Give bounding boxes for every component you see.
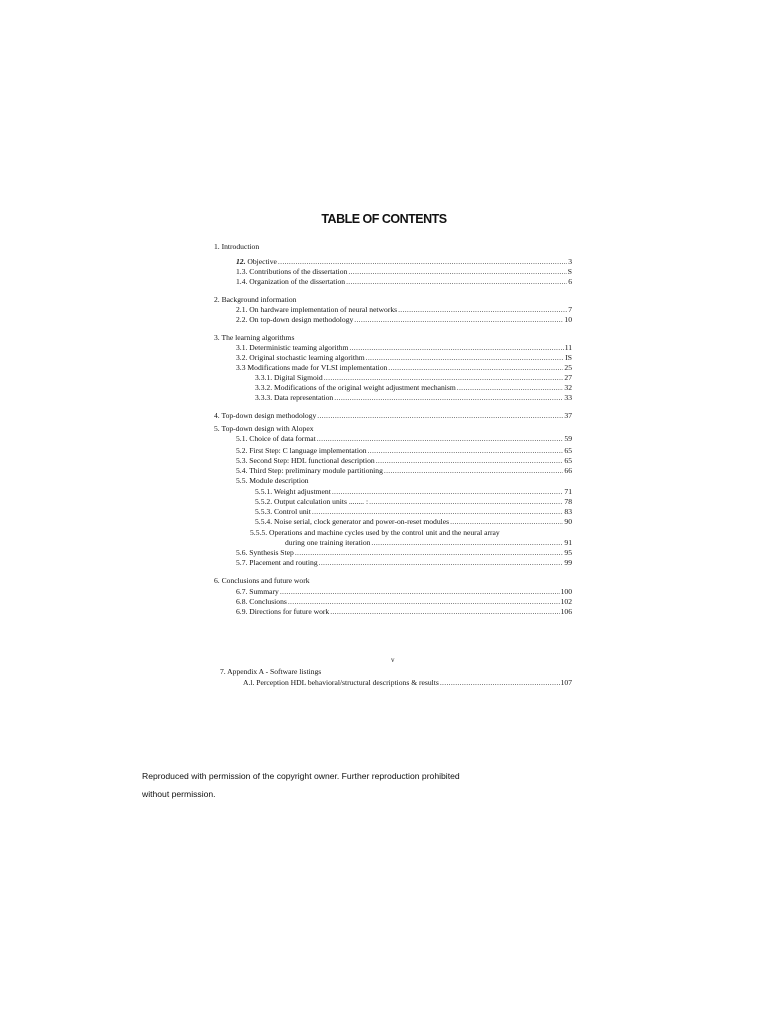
toc-entry-3-2: 3.2. Original stochastic learning algorithm ..... IS <box>236 353 572 363</box>
toc-entry-3-3-1: 3.3.1. Digital Sigmoid ..... 27 <box>255 373 572 383</box>
toc-entry-1-2: 12. Objective ..... 3 <box>236 257 572 267</box>
toc-heading-3: 3. The learning algorithms <box>214 333 295 342</box>
toc-entry-3-3-2: 3.3.2. Modifications of the original weight adjustment mechanism ..... 32 <box>255 383 572 393</box>
toc-heading-5-5: 5.5. Module description <box>236 476 309 485</box>
toc-entry-5-5-3: 5.5.3. Control unit ..... 83 <box>255 507 572 517</box>
toc-heading-1: 1. Introduction <box>214 242 260 251</box>
toc-heading-7: 7. Appendix A - Software listings <box>220 667 322 676</box>
toc-entry-6-9: 6.9. Directions for future work ..... 106 <box>236 607 572 617</box>
toc-heading-6: 6. Conclusions and future work <box>214 576 310 585</box>
toc-entry-2-1: 2.1. On hardware implementation of neural networks ..... 7 <box>236 305 572 315</box>
toc-entry-5-7: 5.7. Placement and routing ..... 99 <box>236 558 572 568</box>
copyright-notice-line2: without permission. <box>142 789 216 799</box>
toc-entry-5-5-5-line1: 5.5.5. Operations and machine cycles used by the control unit and the neural array <box>250 528 500 537</box>
toc-heading-2: 2. Background information <box>214 295 297 304</box>
toc-heading-5: 5. Top-down design with Alopex <box>214 424 314 433</box>
toc-entry-a1: A.l. Perception HDL behavioral/structural descriptions & results ..... 107 <box>243 678 572 688</box>
toc-entry-5-5-2: 5.5.2. Output calculation units ........ : ..... 78 <box>255 497 572 507</box>
toc-entry-6-8: 6.8. Conclusions ..... 102 <box>236 597 572 607</box>
page-title: TABLE OF CONTENTS <box>321 212 447 226</box>
toc-entry-5-5-5-line2: during one training iteration ..... 91 <box>285 538 572 548</box>
toc-entry-5-6: 5.6. Synthesis Step ..... 95 <box>236 548 572 558</box>
toc-entry-3-3: 3.3 Modifications made for VLSI implementation ..... 25 <box>236 363 572 373</box>
toc-entry-5-5-1: 5.5.1. Weight adjustment ..... 71 <box>255 487 572 497</box>
toc-entry-5-2: 5.2. First Step: C language implementation ..... 65 <box>236 446 572 456</box>
toc-entry-4: 4. Top-down design methodology ..... 37 <box>214 411 572 421</box>
copyright-notice-line1: Reproduced with permission of the copyright owner. Further reproduction prohibited <box>142 771 460 781</box>
page-number-roman: v <box>391 656 395 664</box>
toc-entry-5-3: 5.3. Second Step: HDL functional description ..... 65 <box>236 456 572 466</box>
toc-entry-5-4: 5.4. Third Step: preliminary module partitioning ..... 66 <box>236 466 572 476</box>
toc-entry-2-2: 2.2. On top-down design methodology ..... 10 <box>236 315 572 325</box>
toc-entry-1-4: 1.4. Organization of the dissertation ..... 6 <box>236 277 572 287</box>
toc-entry-3-3-3: 3.3.3. Data representation ..... 33 <box>255 393 572 403</box>
toc-entry-3-1: 3.1. Deterministic teaming algorithm ..... 11 <box>236 343 572 353</box>
toc-entry-5-5-4: 5.5.4. Noise serial, clock generator and power-on-reset modules ..... 90 <box>255 517 572 527</box>
toc-entry-1-3: 1.3. Contributions of the dissertation ..... S <box>236 267 572 277</box>
toc-entry-6-7: 6.7. Summary ..... 100 <box>236 587 572 597</box>
toc-entry-5-1: 5.1. Choice of data format ..... 59 <box>236 434 572 444</box>
